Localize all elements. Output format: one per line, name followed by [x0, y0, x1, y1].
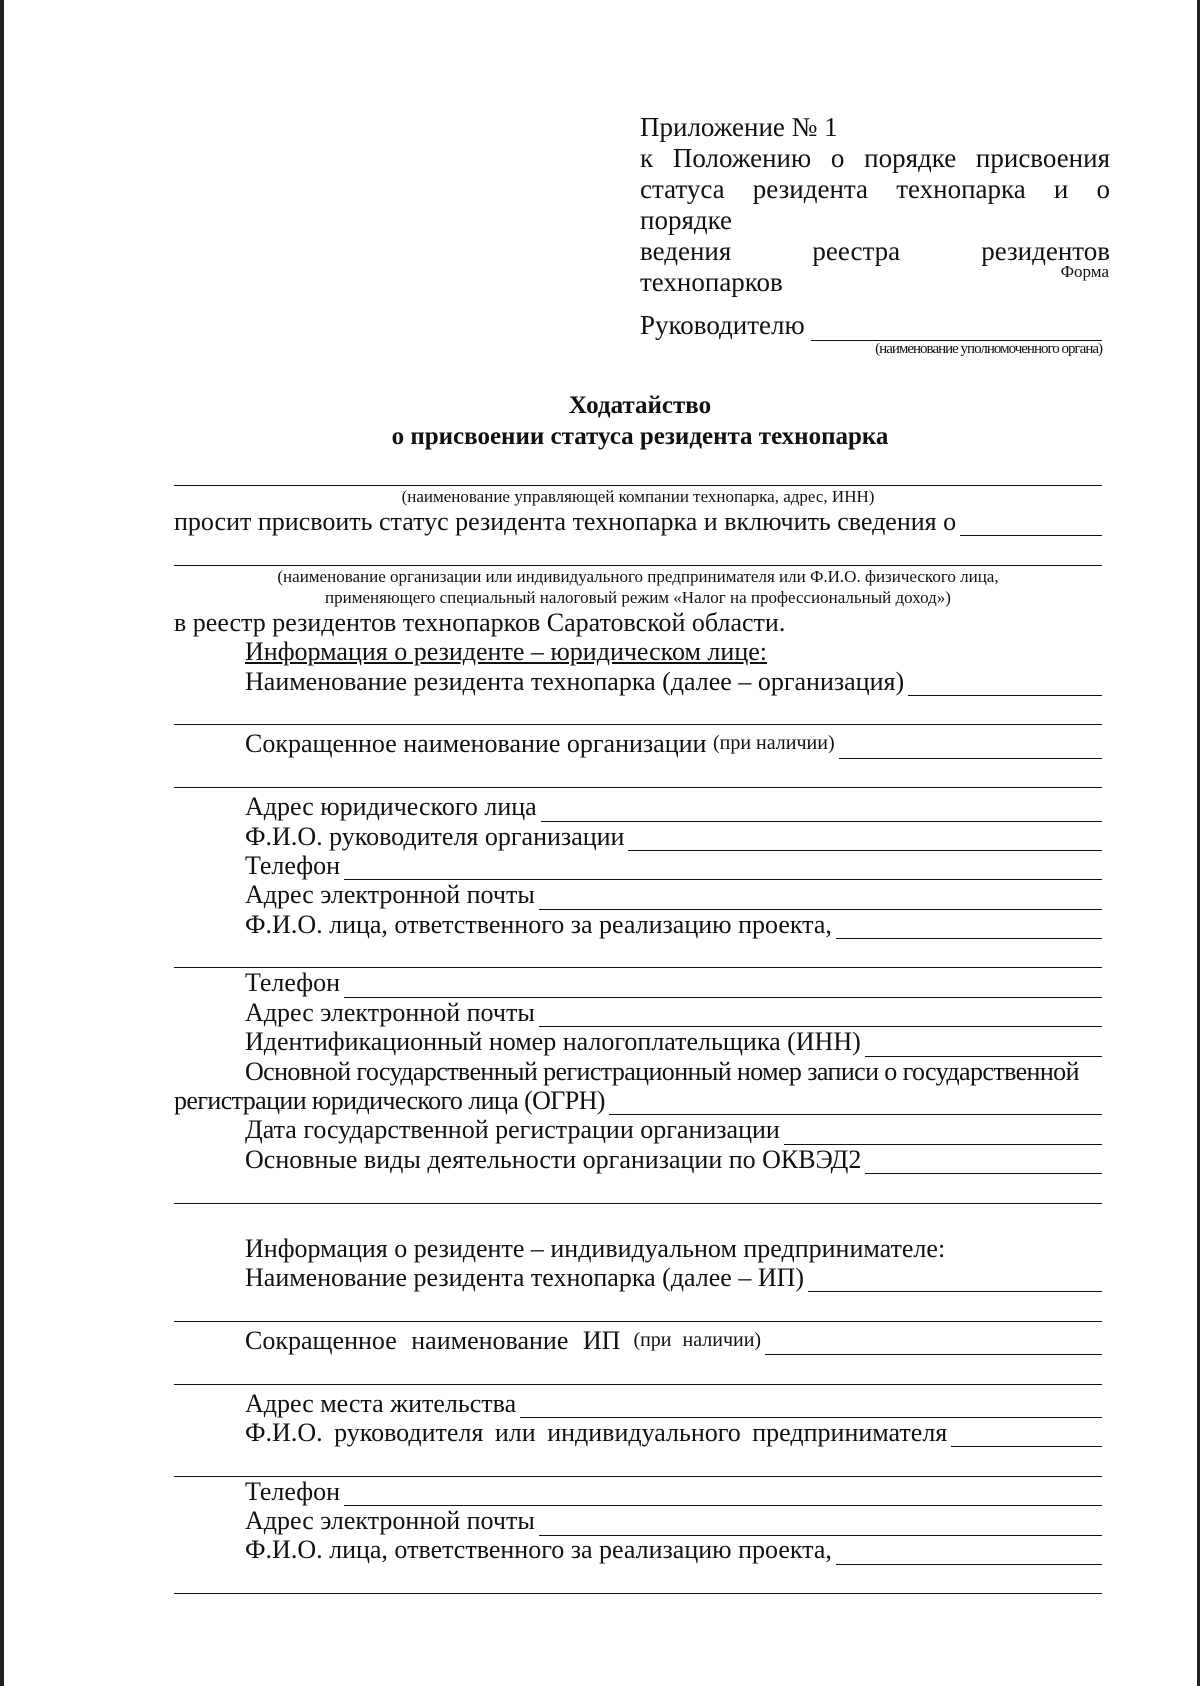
- document-subtitle: о присвоении статуса резидента технопарка: [391, 423, 889, 450]
- ip-residence-field[interactable]: [520, 1395, 1102, 1418]
- legal-ogrn-field[interactable]: [609, 1092, 1102, 1115]
- legal-short-name-row: [174, 729, 1102, 758]
- appendix-reference-line-2: статуса резидента технопарка и о порядке: [640, 174, 1110, 235]
- legal-inn-label: Идентификационный номер налогоплательщика (ИНН): [245, 1027, 861, 1057]
- addressee-label: Руководителю: [640, 310, 805, 340]
- legal-reg-date-row: [174, 1115, 1102, 1144]
- ip-email-row: [174, 1506, 1102, 1535]
- legal-okved-field[interactable]: [865, 1151, 1102, 1174]
- addressee-row: [640, 310, 1102, 341]
- ip-name-field-cont[interactable]: [174, 1292, 1102, 1321]
- legal-ogrn-row: [174, 1086, 1102, 1115]
- ip-short-name-row: [174, 1326, 1102, 1355]
- legal-address-row: [174, 792, 1102, 821]
- appendix-reference-line-3: ведения реестра резидентов технопарков: [640, 236, 1110, 297]
- addressee-caption: (наименование уполномоченного органа): [875, 341, 1102, 357]
- resident-name-field-start[interactable]: [960, 513, 1102, 536]
- legal-email2-label: Адрес электронной почты: [245, 997, 535, 1027]
- legal-email-label: Адрес электронной почты: [245, 880, 535, 910]
- legal-reg-date-field[interactable]: [784, 1122, 1102, 1145]
- ip-email-label: Адрес электронной почты: [245, 1506, 535, 1536]
- ip-responsible-field-cont[interactable]: [174, 1565, 1102, 1594]
- appendix-number: Приложение № 1: [640, 112, 838, 142]
- document-title: Ходатайство: [568, 392, 712, 419]
- request-text: просит присвоить статус резидента технопарка и включить сведения о: [174, 506, 957, 536]
- resident-name-caption-1: (наименование организации или индивидуального предпринимателя или Ф.И.О. физического лица,: [277, 566, 999, 586]
- legal-director-row: [174, 822, 1102, 851]
- resident-name-caption-2: применяющего специальный налоговый режим «Налог на профессиональный доход»): [325, 587, 951, 607]
- ip-director-label: Ф.И.О. руководителя или индивидуального предпринимателя: [245, 1417, 948, 1447]
- ip-director-row: [174, 1418, 1102, 1447]
- legal-responsible-field-cont[interactable]: [174, 939, 1102, 968]
- appendix-reference-line-1: к Положению о порядке присвоения: [640, 143, 1110, 173]
- scan-border-left: [0, 0, 4, 1686]
- legal-entity-heading: Информация о резиденте – юридическом лице:: [245, 637, 767, 667]
- legal-email2-field[interactable]: [539, 1004, 1102, 1027]
- legal-name-field-cont[interactable]: [174, 696, 1102, 725]
- ip-short-name-field[interactable]: [765, 1332, 1102, 1355]
- ip-name-label: Наименование резидента технопарка (далее – ИП): [245, 1262, 805, 1292]
- legal-ogrn-label-1: Основной государственный регистрационный номер записи о государственной: [245, 1056, 1079, 1086]
- ip-name-row: [174, 1263, 1102, 1292]
- ip-responsible-field[interactable]: [836, 1542, 1102, 1565]
- ip-phone-label: Телефон: [245, 1476, 341, 1506]
- ip-email-field[interactable]: [539, 1513, 1102, 1536]
- ip-short-name-label: Сокращенное наименование ИП: [245, 1325, 621, 1355]
- form-label: Форма: [1060, 262, 1109, 281]
- ip-phone-field[interactable]: [344, 1483, 1102, 1506]
- request-row: [174, 507, 1102, 536]
- company-name-field[interactable]: [174, 460, 1102, 486]
- legal-director-field[interactable]: [628, 828, 1102, 851]
- legal-name-row: [174, 667, 1102, 696]
- legal-ogrn-label-2: регистрации юридического лица (ОГРН): [174, 1086, 605, 1116]
- ip-name-field[interactable]: [808, 1269, 1102, 1292]
- legal-okved-label: Основные виды деятельности организации по ОКВЭД2: [245, 1144, 862, 1174]
- resident-name-field[interactable]: [174, 536, 1102, 565]
- ip-responsible-row: [174, 1536, 1102, 1565]
- ip-residence-label: Адрес места жительства: [245, 1388, 517, 1418]
- appendix-header: [640, 112, 1110, 298]
- legal-responsible-field[interactable]: [836, 916, 1102, 939]
- legal-okved-field-cont[interactable]: [174, 1174, 1102, 1203]
- ip-director-field-cont[interactable]: [174, 1447, 1102, 1476]
- ip-short-name-note: (при наличии): [633, 1328, 762, 1351]
- registry-text: в реестр резидентов технопарков Саратовской области.: [174, 607, 786, 637]
- legal-phone-label: Телефон: [245, 850, 341, 880]
- legal-inn-field[interactable]: [865, 1034, 1102, 1057]
- legal-responsible-label: Ф.И.О. лица, ответственного за реализацию проекта,: [245, 909, 832, 939]
- legal-short-name-note: (при наличии): [712, 732, 835, 755]
- legal-name-field[interactable]: [908, 673, 1102, 696]
- ip-short-name-field-cont[interactable]: [174, 1355, 1102, 1384]
- ip-phone-row: [174, 1477, 1102, 1506]
- legal-short-name-field-cont[interactable]: [174, 759, 1102, 788]
- addressee-field[interactable]: [811, 316, 1102, 341]
- legal-director-label: Ф.И.О. руководителя организации: [245, 821, 625, 851]
- ip-responsible-label: Ф.И.О. лица, ответственного за реализацию проекта,: [245, 1535, 832, 1565]
- legal-okved-row: [174, 1145, 1102, 1174]
- legal-address-field[interactable]: [541, 799, 1102, 822]
- legal-short-name-label: Сокращенное наименование организации: [245, 729, 707, 759]
- legal-email-field[interactable]: [539, 887, 1102, 910]
- legal-phone-field[interactable]: [344, 857, 1102, 880]
- ip-director-field[interactable]: [951, 1424, 1102, 1447]
- legal-responsible-row: [174, 910, 1102, 939]
- company-name-caption: (наименование управляющей компании технопарка, адрес, ИНН): [401, 487, 875, 506]
- legal-phone2-label: Телефон: [245, 968, 341, 998]
- legal-email2-row: [174, 998, 1102, 1027]
- legal-name-label: Наименование резидента технопарка (далее – организация): [245, 666, 905, 696]
- legal-reg-date-label: Дата государственной регистрации организации: [245, 1115, 780, 1145]
- ip-residence-row: [174, 1389, 1102, 1418]
- legal-email-row: [174, 880, 1102, 909]
- legal-phone2-row: [174, 968, 1102, 997]
- legal-address-label: Адрес юридического лица: [245, 792, 537, 822]
- entrepreneur-heading: Информация о резиденте – индивидуальном предпринимателе:: [245, 1233, 946, 1263]
- form-body: [174, 460, 1102, 1594]
- legal-short-name-field[interactable]: [839, 736, 1102, 759]
- legal-phone2-field[interactable]: [344, 975, 1102, 998]
- legal-inn-row: [174, 1027, 1102, 1056]
- legal-phone-row: [174, 851, 1102, 880]
